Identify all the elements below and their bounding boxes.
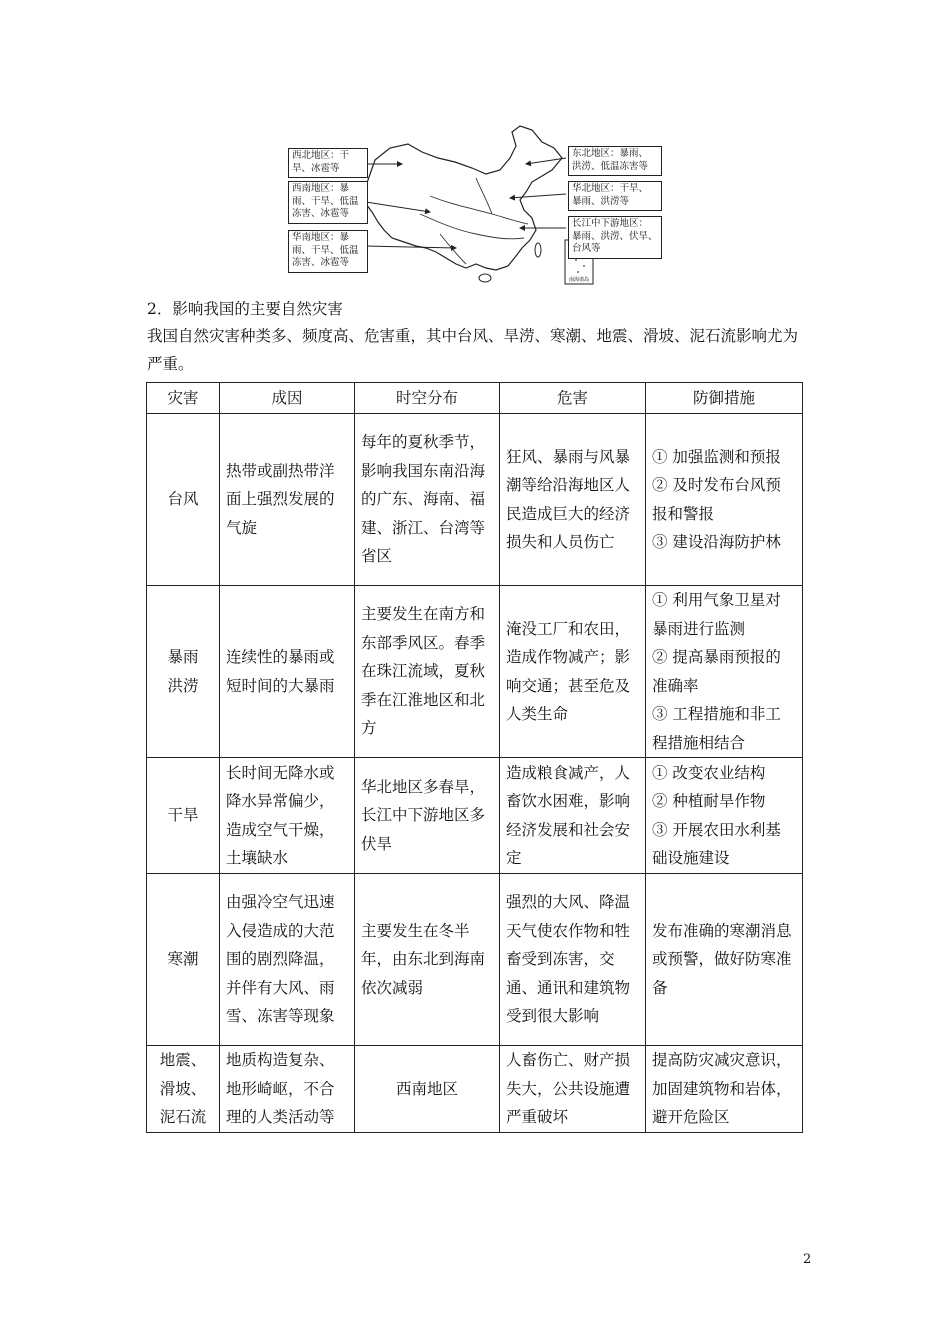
cell-distribution: 西南地区 [355,1046,500,1133]
disaster-map-figure [280,118,670,288]
cell-distribution: 主要发生在冬半年，由东北到海南依次减弱 [355,874,500,1046]
header-harm: 危害 [500,383,646,414]
map-label-southwest: 西南地区：暴 雨、干旱、低温 冻害、冰雹等 [288,181,368,224]
cell-measures: ① 利用气象卫星对暴雨进行监测 ② 提高暴雨预报的准确率 ③ 工程措施和非工程措施相结合 [646,586,803,758]
cell-distribution: 每年的夏秋季节，影响我国东南沿海的广东、海南、福建、浙江、台湾等省区 [355,414,500,586]
cell-cause: 由强冷空气迅速入侵造成的大范围的剧烈降温，并伴有大风、雨雪、冻害等现象 [220,874,355,1046]
map-label-south: 华南地区：暴 雨、干旱、低温 冻害、冰雹等 [288,230,368,273]
cell-disaster: 台风 [147,414,220,586]
cell-cause: 长时间无降水或降水异常偏少，造成空气干燥，土壤缺水 [220,758,355,874]
header-cause: 成因 [220,383,355,414]
cell-harm: 人畜伤亡、财产损失大，公共设施遭严重破坏 [500,1046,646,1133]
cell-harm: 强烈的大风、降温天气使农作物和牲畜受到冻害，交通、通讯和建筑物受到很大影响 [500,874,646,1046]
inset-label: 南海诸岛 [568,277,590,283]
disaster-table [146,382,803,1133]
table-row [147,1046,803,1133]
cell-disaster: 暴雨 洪涝 [147,586,220,758]
section-heading: 2．影响我国的主要自然灾害 [147,300,343,318]
header-measures: 防御措施 [646,383,803,414]
header-distribution: 时空分布 [355,383,500,414]
map-label-northwest: 西北地区：干 旱、冰雹等 [288,148,368,178]
map-label-yangtze: 长江中下游地区： 暴雨、洪涝、伏旱、 台风等 [568,216,662,259]
header-disaster: 灾害 [147,383,220,414]
section-paragraph: 我国自然灾害种类多、频度高、危害重，其中台风、旱涝、寒潮、地震、滑坡、泥石流影响尤为严重。 [147,327,799,373]
china-outline-shape [364,126,562,270]
cell-measures: 提高防灾减灾意识，加固建筑物和岩体，避开危险区 [646,1046,803,1133]
table-row [147,586,803,758]
map-label-northeast: 东北地区：暴雨、 洪涝、低温冻害等 [568,146,662,176]
cell-cause: 地质构造复杂、地形崎岖，不合理的人类活动等 [220,1046,355,1133]
table-header-row [147,383,803,414]
cell-harm: 淹没工厂和农田，造成作物减产；影响交通；甚至危及人类生命 [500,586,646,758]
cell-harm: 狂风、暴雨与风暴潮等给沿海地区人民造成巨大的经济损失和人员伤亡 [500,414,646,586]
page-number: 2 [803,1252,812,1267]
table-row [147,874,803,1046]
map-label-north: 华北地区：干旱、 暴雨、洪涝等 [568,181,662,211]
table-row [147,414,803,586]
table-row [147,758,803,874]
cell-cause: 热带或副热带洋面上强烈发展的气旋 [220,414,355,586]
cell-distribution: 主要发生在南方和东部季风区。春季在珠江流域，夏秋季在江淮地区和北方 [355,586,500,758]
cell-disaster: 干旱 [147,758,220,874]
cell-measures: ① 加强监测和预报 ② 及时发布台风预报和警报 ③ 建设沿海防护林 [646,414,803,586]
cell-measures: ① 改变农业结构 ② 种植耐旱作物 ③ 开展农田水利基础设施建设 [646,758,803,874]
cell-harm: 造成粮食减产，人畜饮水困难，影响经济发展和社会安定 [500,758,646,874]
cell-distribution: 华北地区多春旱，长江中下游地区多伏旱 [355,758,500,874]
cell-cause: 连续性的暴雨或短时间的大暴雨 [220,586,355,758]
cell-disaster: 寒潮 [147,874,220,1046]
cell-disaster: 地震、 滑坡、 泥石流 [147,1046,220,1133]
cell-measures: 发布准确的寒潮消息或预警，做好防寒准备 [646,874,803,1046]
